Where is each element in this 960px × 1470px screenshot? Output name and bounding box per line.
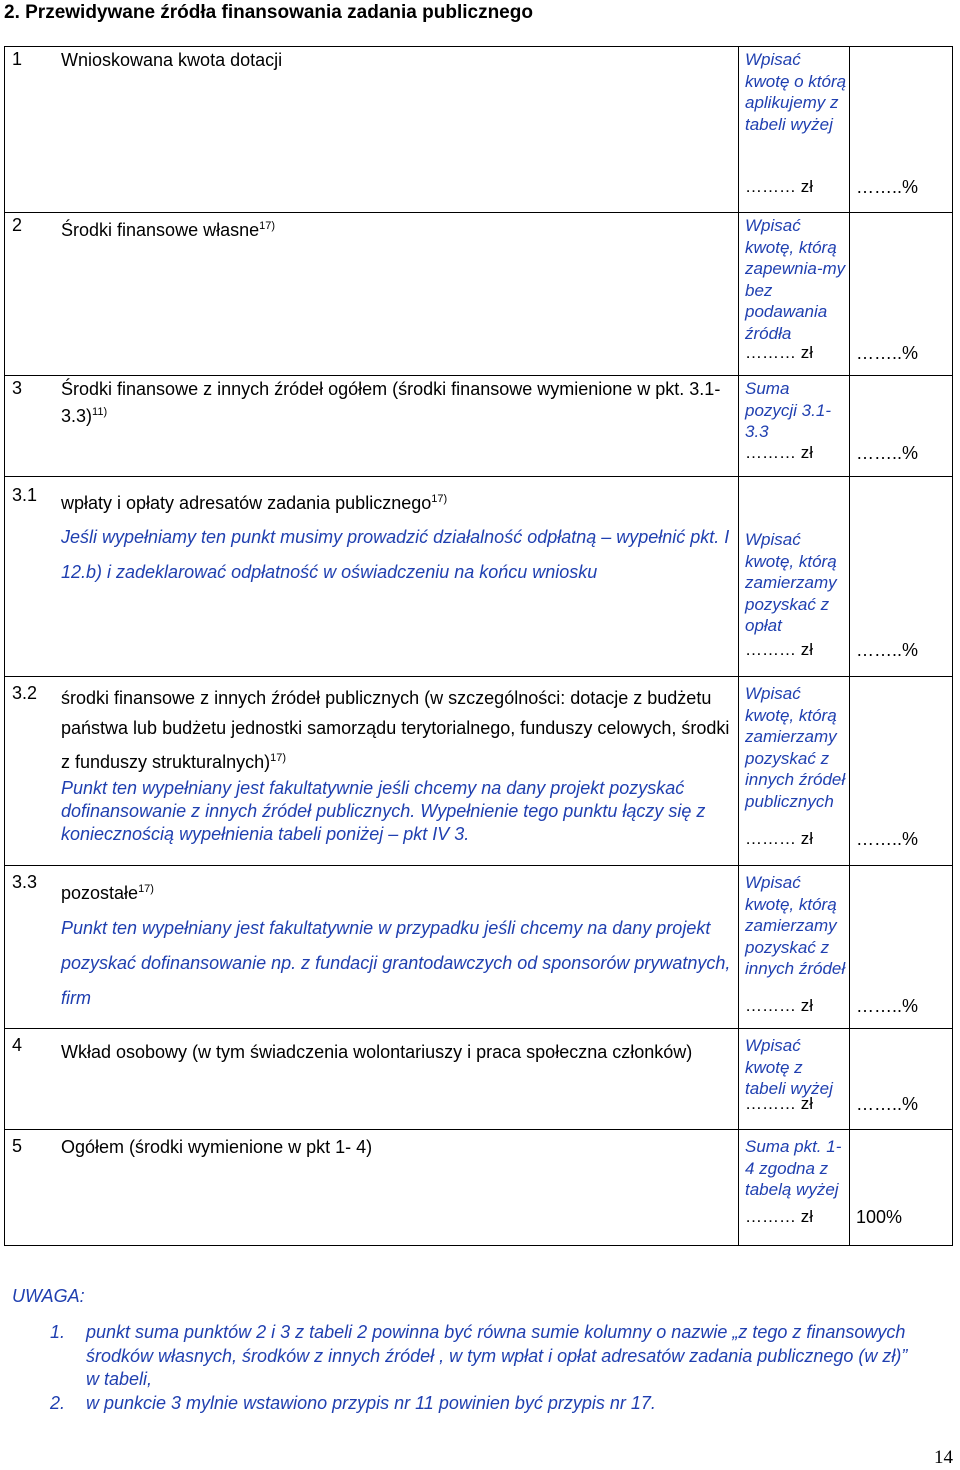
footnote-ref: 11) [92,406,108,418]
row-number: 3.1 [12,485,38,505]
list-item [50,1392,920,1416]
amount-field[interactable]: ……… zł [745,343,813,362]
list-item [50,1321,920,1392]
note-text: punkt suma punktów 2 i 3 z tabeli 2 powinna być równa sumie kolumny o nazwie „z tego z finansowych środków własnych, środków z innych źródeł , w tym wpłat i opłat adresatów zadania publicznego (w zł)” w tabeli, [86,1322,908,1389]
row-note: Jeśli wypełniamy ten punkt musimy prowadzić działalność odpłatną – wypełnić pkt. I 12.b) i zadeklarować odpłatność w oświadczeniu na końcu wniosku [61,527,730,582]
table-row [5,1130,953,1246]
amount-field[interactable]: ……… zł [745,443,813,462]
row-label: Środki finansowe własne [61,220,260,240]
amount-field[interactable]: ……… zł [745,640,813,659]
note-number: 2. [50,1392,66,1413]
row-label: Wkład osobowy (w tym świadczenia wolontariuszy i praca społeczna członków) [61,1042,693,1062]
table-row [5,477,953,677]
amount-field[interactable]: ……… zł [745,1207,813,1226]
percent-field[interactable]: ……..% [856,640,919,660]
row-label: Środki finansowe z innych źródeł ogółem (środki finansowe wymienione w pkt. 3.1-3.3) [61,379,721,426]
percent-field[interactable]: ……..% [856,829,919,849]
footnote-ref: 17) [259,220,276,232]
row-label: Ogółem (środki wymienione w pkt 1- 4) [61,1137,373,1157]
amount-hint: Wpisać kwotę, którą zamierzamy pozyskać z innych źródeł publicznych [745,684,846,811]
percent-field[interactable]: ……..% [856,996,919,1016]
table-row [5,866,953,1029]
percent-field[interactable]: 100% [856,1207,903,1227]
notes-list [50,1321,920,1415]
percent-field[interactable]: ……..% [856,343,919,363]
footnote-ref: 17) [138,883,154,895]
footnote-ref: 17) [270,752,286,764]
row-number: 3 [12,378,23,398]
amount-hint: Suma pozycji 3.1-3.3 [745,379,831,441]
amount-field[interactable]: ……… zł [745,1094,813,1113]
page-number: 14 [934,1447,953,1468]
percent-field[interactable]: ……..% [856,1094,919,1114]
amount-field[interactable]: ……… zł [745,996,813,1015]
percent-field[interactable]: ……..% [856,443,919,463]
table-row [5,1029,953,1130]
row-number: 2 [12,215,23,235]
row-label: wpłaty i opłaty adresatów zadania publicznego [61,493,432,513]
row-label: Wnioskowana kwota dotacji [61,50,283,70]
note-title: UWAGA: [12,1286,85,1306]
table-row [5,47,953,213]
amount-field[interactable]: ……… zł [745,177,813,196]
row-number: 3.2 [12,683,38,703]
row-label: środki finansowe z innych źródeł publicznych (w szczególności: dotacje z budżetu państwa lub budżetu jednostki samorządu terytorialnego, funduszy celowych, środki z funduszy strukturalnych) [61,688,730,772]
row-note: Punkt ten wypełniany jest fakultatywnie jeśli chcemy na dany projekt pozyskać dofinansowanie z innych źródeł publicznych. Wypełnienie tego punktu łączy się z koniecznością wypełnienia tabeli poniżej – pkt IV 3. [61,778,706,844]
section-heading: 2. Przewidywane źródła finansowania zadania publicznego [4,2,533,23]
amount-hint: Wpisać kwotę z tabeli wyżej [745,1036,833,1098]
amount-field[interactable]: ……… zł [745,829,813,848]
row-label: pozostałe [61,883,139,903]
note-number: 1. [50,1322,66,1342]
row-note: Punkt ten wypełniany jest fakultatywnie w przypadku jeśli chcemy na dany projekt pozyskać dofinansowanie np. z fundacji grantodawczych od sponsorów prywatnych, firm [61,918,731,1008]
table-row [5,677,953,866]
amount-hint: Wpisać kwotę o którą aplikujemy z tabeli wyżej [745,50,847,134]
amount-hint: Wpisać kwotę, którą zapewnia-my bez podawania źródła [745,216,846,343]
percent-field[interactable]: ……..% [856,177,919,197]
amount-hint: Wpisać kwotę, którą zamierzamy pozyskać z opłat [745,530,837,635]
row-number: 4 [12,1035,23,1055]
row-number: 3.3 [12,872,38,892]
row-number: 1 [12,49,23,69]
amount-hint: Suma pkt. 1-4 zgodna z tabelą wyżej [745,1137,842,1199]
amount-hint: Wpisać kwotę, którą zamierzamy pozyskać z innych źródeł [745,873,846,978]
financing-sources-table [4,46,953,1246]
note-text: w punkcie 3 mylnie wstawiono przypis nr 11 powinien być przypis nr 17. [86,1392,656,1413]
table-row [5,213,953,376]
footnote-ref: 17) [431,493,448,505]
row-number: 5 [12,1136,23,1156]
table-row [5,376,953,477]
